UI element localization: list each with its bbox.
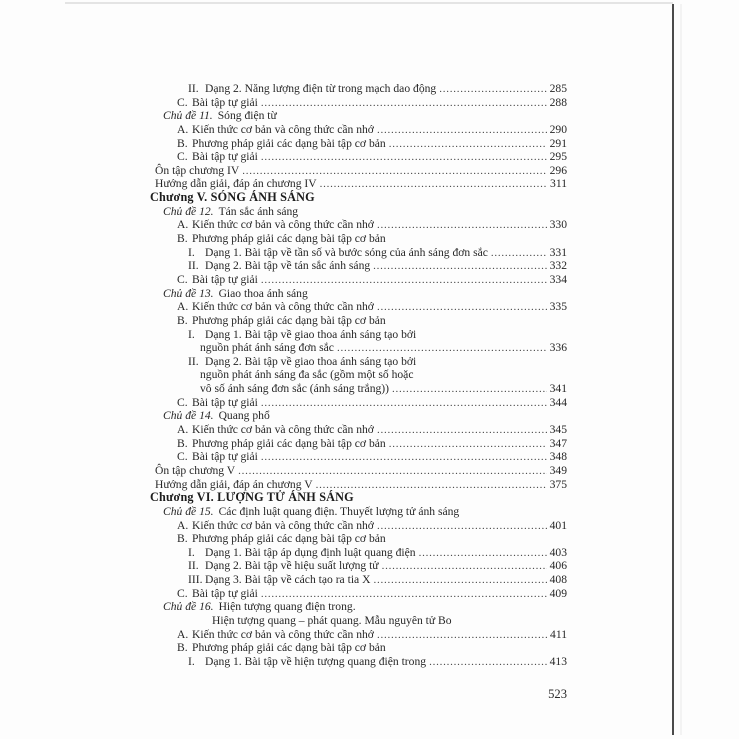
toc-row — [150, 109, 567, 123]
dot-leader — [261, 273, 547, 287]
page-number: 336 — [549, 341, 567, 355]
toc-entry-text: Kiến thức cơ bản và công thức cần nhớ — [192, 218, 374, 232]
toc-entry-text: Dạng 1. Bài tập áp dụng định luật quang điện — [205, 545, 416, 559]
toc-entry-text: Phương pháp giải các dạng bài tập cơ bản — [192, 641, 386, 655]
toc-entry-text: Chương VI. LƯỢNG TỬ ÁNH SÁNG — [150, 490, 354, 505]
toc-row — [150, 587, 567, 601]
toc-row — [150, 164, 567, 178]
toc-entry-text: Dạng 1. Bài tập về hiện tượng quang điện trong — [205, 654, 427, 668]
page-number: 344 — [549, 395, 567, 409]
toc-row — [150, 368, 567, 382]
toc-entry-text: Dạng 2. Bài tập về hiệu suất lượng tử — [205, 559, 379, 573]
toc-entry-text: Phương pháp giải các dạng bài tập cơ bản — [192, 136, 386, 150]
toc-row — [150, 82, 567, 96]
page-number: 295 — [549, 150, 567, 164]
toc-entry-number: B. — [177, 641, 188, 655]
toc-entry-number: I. — [188, 245, 195, 259]
toc-entry-text: Kiến thức cơ bản và công thức cần nhớ — [192, 518, 374, 532]
toc-row — [150, 287, 567, 301]
dot-leader — [439, 82, 546, 96]
toc-row — [150, 409, 567, 423]
toc-row — [150, 478, 567, 492]
toc-entry-text: nguồn phát ánh sáng đa sắc (gồm một số hoặc — [200, 368, 414, 382]
toc-row — [150, 137, 567, 151]
toc-entry-label: Chủ đề 14. — [163, 409, 214, 423]
toc-row — [150, 273, 567, 287]
toc-entry-number: C. — [177, 586, 188, 600]
toc-entry-text: Phương pháp giải các dạng bài tập cơ bản — [192, 436, 386, 450]
toc-entry-number: I. — [188, 327, 195, 341]
toc-row — [150, 355, 567, 369]
page-number: 413 — [549, 654, 567, 668]
toc-entry-number: III. — [188, 573, 203, 587]
toc-row — [150, 628, 567, 642]
dot-leader — [242, 164, 546, 178]
toc-entry-number: I. — [188, 545, 195, 559]
toc-entry-number: C. — [177, 450, 188, 464]
toc-entry-text: Kiến thức cơ bản và công thức cần nhớ — [192, 423, 374, 437]
page-number: 348 — [549, 450, 567, 464]
toc-entry-text: Chương V. SÓNG ÁNH SÁNG — [150, 190, 315, 205]
toc-entry-text: Kiến thức cơ bản và công thức cần nhớ — [192, 627, 374, 641]
page-number: 411 — [550, 627, 567, 641]
toc-row — [150, 423, 567, 437]
toc-entry-text: Bài tập tự giải — [192, 395, 258, 409]
toc-entry-text: Dạng 2. Bài tập về tán sắc ánh sáng — [205, 259, 371, 273]
table-of-contents — [150, 82, 567, 669]
page-number: 334 — [549, 272, 567, 286]
toc-row — [150, 505, 567, 519]
toc-row — [150, 150, 567, 164]
dot-leader — [377, 123, 547, 137]
page-number: 288 — [549, 95, 567, 109]
toc-entry-number: A. — [177, 518, 189, 532]
toc-entry-label: Chủ đề 15. — [163, 504, 214, 518]
toc-row — [150, 328, 567, 342]
dot-leader — [373, 259, 546, 273]
toc-entry-text: Dạng 2. Năng lượng điện từ trong mạch dao động — [205, 82, 437, 95]
page-number: 403 — [549, 545, 567, 559]
toc-entry-number: C. — [177, 150, 188, 164]
toc-entry-text: Kiến thức cơ bản và công thức cần nhớ — [192, 300, 374, 314]
dot-leader — [389, 437, 547, 451]
toc-row — [150, 123, 567, 137]
toc-row — [150, 437, 567, 451]
dot-leader — [337, 341, 547, 355]
toc-entry-number: A. — [177, 423, 189, 437]
page-number: 330 — [549, 218, 567, 232]
page-number: 408 — [549, 573, 567, 587]
page-number: 345 — [549, 423, 567, 437]
page-number: 401 — [549, 518, 567, 532]
toc-entry-text: Bài tập tự giải — [192, 586, 258, 600]
toc-entry-number: C. — [177, 395, 188, 409]
toc-entry-text: Dạng 3. Bài tập về cách tạo ra tia X — [205, 573, 371, 587]
toc-entry-text: Hiện tượng quang – phát quang. Mẫu nguyên tử Bo — [212, 613, 452, 627]
toc-entry-text: Dạng 1. Bài tập về tần số và bước sóng của ánh sáng đơn sắc — [205, 245, 488, 259]
toc-row — [150, 341, 567, 355]
toc-entry-label: Chủ đề 12. — [163, 204, 214, 218]
toc-row — [150, 573, 567, 587]
dot-leader — [429, 655, 547, 669]
toc-entry-number: A. — [177, 627, 189, 641]
toc-entry-text: Ôn tập chương IV — [155, 163, 240, 177]
toc-entry-label: Chủ đề 11. — [163, 109, 213, 123]
toc-entry-text: Kiến thức cơ bản và công thức cần nhớ — [192, 122, 374, 136]
dot-leader — [377, 628, 547, 642]
toc-entry-number: A. — [177, 122, 189, 136]
toc-entry-number: C. — [177, 272, 188, 286]
toc-row — [150, 641, 567, 655]
toc-entry-number: I. — [188, 654, 195, 668]
toc-row — [150, 600, 567, 614]
toc-entry-text: Phương pháp giải các dạng bài tập cơ bản — [192, 313, 386, 327]
toc-row — [150, 559, 567, 573]
toc-entry-label: Chủ đề 16. — [163, 600, 214, 614]
toc-entry-text: Dạng 1. Bài tập về giao thoa ánh sáng tạo bởi — [205, 327, 417, 341]
toc-entry-number: B. — [177, 436, 188, 450]
toc-entry-number: A. — [177, 300, 189, 314]
toc-entry-text: Bài tập tự giải — [192, 272, 258, 286]
page-number: 335 — [549, 300, 567, 314]
toc-entry-number: II. — [188, 559, 199, 573]
toc-row — [150, 218, 567, 232]
dot-leader — [392, 382, 547, 396]
toc-entry-text: Phương pháp giải các dạng bài tập cơ bản — [192, 532, 386, 546]
toc-entry-text: Các định luật quang điện. Thuyết lượng tử ánh sáng — [218, 504, 460, 518]
toc-entry-number: B. — [177, 532, 188, 546]
page-top-edge-line — [65, 2, 673, 4]
dot-leader — [261, 587, 547, 601]
dot-leader — [320, 177, 547, 191]
toc-row — [150, 519, 567, 533]
toc-row — [150, 191, 567, 205]
dot-leader — [491, 246, 547, 260]
toc-entry-text: Bài tập tự giải — [192, 150, 258, 164]
dot-leader — [389, 137, 547, 151]
toc-entry-text: Bài tập tự giải — [192, 450, 258, 464]
page-number: 291 — [549, 136, 567, 150]
page-number: 285 — [549, 82, 567, 95]
toc-row — [150, 246, 567, 260]
page-number: 296 — [549, 163, 567, 177]
toc-row — [150, 205, 567, 219]
toc-entry-text: Quang phổ — [218, 409, 270, 423]
dot-leader — [377, 300, 547, 314]
page-number: 349 — [549, 463, 567, 477]
toc-entry-number: II. — [188, 82, 199, 95]
toc-entry-text: Tán sắc ánh sáng — [218, 204, 299, 218]
toc-entry-number: B. — [177, 232, 188, 246]
page-right-edge-line — [672, 4, 674, 735]
dot-leader — [373, 573, 546, 587]
page-number: 406 — [549, 559, 567, 573]
dot-leader — [377, 519, 547, 533]
page-number: 290 — [549, 122, 567, 136]
toc-entry-text: nguồn phát ánh sáng đơn sắc — [200, 341, 334, 355]
toc-row — [150, 546, 567, 560]
dot-leader — [261, 396, 547, 410]
toc-row — [150, 232, 567, 246]
toc-entry-number: II. — [188, 259, 199, 273]
page-number: 341 — [549, 382, 567, 396]
toc-row — [150, 314, 567, 328]
footer-page-number: 523 — [548, 687, 567, 701]
toc-entry-text: Ôn tập chương V — [155, 463, 236, 477]
toc-entry-text: Hiện tượng quang điện trong. — [218, 600, 356, 614]
dot-leader — [377, 218, 547, 232]
toc-entry-text: Bài tập tự giải — [192, 95, 258, 109]
toc-row — [150, 655, 567, 669]
dot-leader — [261, 450, 547, 464]
page-number: 347 — [549, 436, 567, 450]
toc-entry-text: Hướng dẫn giải, đáp án chương V — [155, 477, 313, 491]
toc-entry-number: B. — [177, 136, 188, 150]
dot-leader — [261, 96, 547, 110]
page-number: 409 — [549, 586, 567, 600]
toc-row — [150, 614, 567, 628]
dot-leader — [377, 423, 547, 437]
toc-row — [150, 464, 567, 478]
toc-row — [150, 396, 567, 410]
toc-entry-text: Sóng điện từ — [217, 109, 277, 123]
toc-entry-text: vô số ánh sáng đơn sắc (ánh sáng trắng)) — [200, 382, 390, 396]
toc-row — [150, 259, 567, 273]
dot-leader — [419, 546, 547, 560]
toc-row — [150, 532, 567, 546]
page-number: 331 — [549, 245, 567, 259]
toc-row — [150, 96, 567, 110]
toc-entry-number: II. — [188, 354, 199, 368]
toc-row — [150, 491, 567, 505]
toc-entry-number: C. — [177, 95, 188, 109]
page-number: 311 — [550, 177, 567, 191]
page-right-edge-shadow — [680, 4, 682, 735]
toc-entry-number: B. — [177, 313, 188, 327]
toc-entry-number: A. — [177, 218, 189, 232]
page-number: 375 — [549, 477, 567, 491]
toc-row — [150, 382, 567, 396]
toc-row — [150, 177, 567, 191]
toc-row — [150, 450, 567, 464]
dot-leader — [261, 150, 547, 164]
toc-row — [150, 300, 567, 314]
dot-leader — [238, 464, 546, 478]
toc-entry-text: Hướng dẫn giải, đáp án chương IV — [155, 177, 317, 191]
toc-entry-text: Phương pháp giải các dạng bài tập cơ bản — [192, 232, 386, 246]
dot-leader — [382, 559, 547, 573]
toc-entry-text: Giao thoa ánh sáng — [218, 286, 308, 300]
page-number: 332 — [549, 259, 567, 273]
toc-entry-text: Dạng 2. Bài tập về giao thoa ánh sáng tạo bởi — [205, 354, 417, 368]
toc-entry-label: Chủ đề 13. — [163, 286, 214, 300]
